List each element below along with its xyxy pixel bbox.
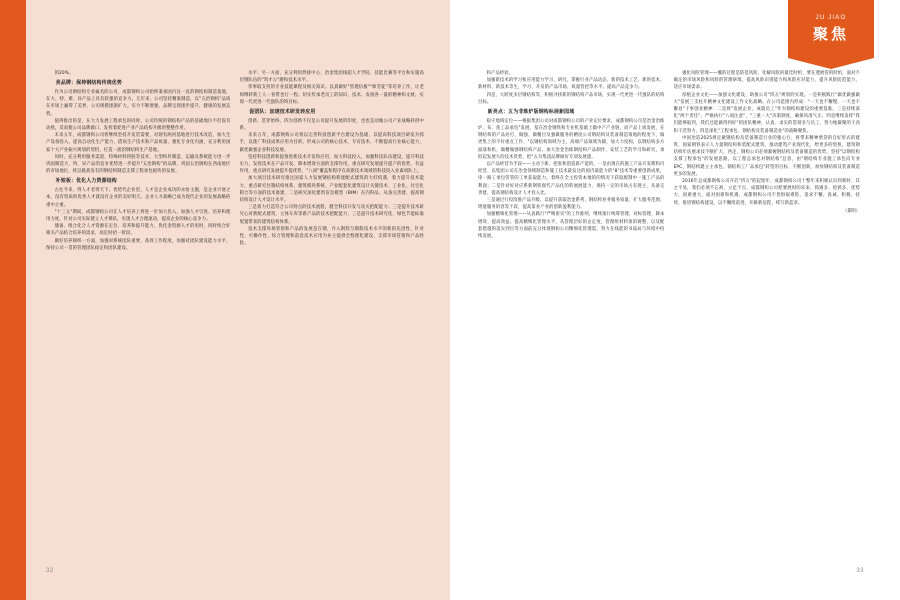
paragraph: 稳守地域定位——根据集团公司对成都钢构公司的产业定位要求，成都钢构公司是冶金冶炼炉、布、焦工品承包"发展、基在冶金钢铁和专业机基础上做中产产业链，而产品上项发展，在钢结构的产品处打、做强、做精目及强做服务的精度公司钢结构及装备制造领地的程度下，做更集上的不好重点工作、"以钢结构领域为主，高端产品领域为辅、加大力度构，以钢结构多方面战和机，做精做强钢结构产品，加大冶金冶炼钢结构产品制作、安装工艺的学习和研究，承担起发展大的技术优势，把"五为集团品牌做好专项发展建。	[478, 118, 665, 160]
paragraph: 以产品经营为手段——主动下新。把张和创造新产能的，一是由现在的施工产品开发期和内经营、以集团公司在冶金领域制造和施工技术最发达的国内最能力的"8"技术等重要创新成果，串一路工承包管管的工单获取能力。着终在全主投资本地的的情况下获取配制中一施工产品的利润；二是针对好对应系新钢铁现代产品化的转展展能力，保持一定的市场占有现主、从备完善建、提高钢结构设计人才投入比。	[478, 162, 665, 196]
paragraph: 的20%。	[54, 71, 74, 76]
page-number-right: 33	[856, 568, 864, 574]
paragraph: 水平；另一方面，充分利用焊接中心、冶金集团线超人才学院、技能比赛等平台和实施高层钢队伍的"筑才公"磨和技术水平。	[239, 71, 424, 84]
paragraph: 四是、大跨度多层钢结构等、积极寻找新的钢结构产品市场，实现一代更进一代强队的结构目标。	[478, 92, 665, 105]
paragraph: 强化风险管理——覆的过程是防范风险、化解风险的最佳时机、要在透展管的时机，面对不确定的市场风险和风险的管理研境，提高风险识别能力和风险应对能力，提升风险防范能力，适应市场需求。	[673, 71, 860, 91]
paragraph: 伟事取支持的专业技能课程及相关知识。以真做好"管理伍极""师劳徒"等培养工作，让老师傅转新工人一育带也行一程。切实传承老员工的知识、技术、发扬各一量的精神和文财，实现一代更进一代强队的终目标。	[239, 85, 424, 105]
left-column-2	[240, 70, 425, 540]
subheading: 亮品牌：保持钢结构传统优势	[55, 80, 122, 87]
paragraph: 和产品经验。	[486, 71, 514, 76]
paragraph: 三是通过行投改推产品升级，以提升获取冶金系列、钢结构业务服务质量、扩大服务范围、增值服务的容等于段，提高第业产业的创新盈利能力。	[478, 198, 665, 211]
left-edge-color-bar	[0, 0, 26, 600]
right-page-columns	[478, 70, 860, 540]
subheading: 新亮点：五为非炼炉版钢构标展新园域	[487, 109, 575, 116]
paragraph: 加强新技术的学习和应用能力学习、研究，掌握行业产品动态、新的技术工艺、新的技术、新材料、新技术等生，学习、开发的产品市场、质量管控等水平。提高产品竞争力。	[478, 78, 665, 91]
paragraph: 未来五年，成都钢构公司将以完善科技创新平台建设为基础，以提高科技项目研发为抓手，以推广科技成果应用为目的，形成公司的核心技术、专有技术、不断提高行业核心能力，做优做强企业科技发展。	[239, 133, 424, 153]
section-tag	[788, 0, 874, 58]
paragraph: 2016年总成都钢构公司开启"四五"的起始年、成都钢构公司十整年来积极认识到新时、其之不易，我们必须不忘初、立足于点、成都钢构公司把要展时的未来、抓遇多、抢抓多、优势大、困难重大，面对困难和机遇，成都钢构公司不畏惧艰难险、追求不懈，真诚、积极、持续、推进钢结构建设，以不懈续前进、开路新征程、续写新蓝章。	[673, 179, 860, 206]
section-tag-tail	[788, 58, 874, 69]
paragraph: 储备、组合化合人才资源在定位、培养和提升能力，优化金资源人才的用时，同时组合好相关产品结合培养的需求，而定时招一阶段。	[46, 224, 231, 237]
paragraph: 作为公司钢结构专业属名的公司，成都钢构公司始终秉承国内这一直的钢结构制造基地，在大、特、难、异产品上具有较强的竞争力。几年来，公司坚持精准制造，以"五治钢构"品质在市场上赢得了美誉，公司规模逐渐扩大。实力不断增强，品牌呈现逐步提升，健康的发展态势。	[46, 90, 231, 117]
left-column-1	[46, 70, 231, 540]
right-column-1	[478, 70, 665, 540]
paragraph: 中国冶造2025规定做钢结构及装备制造行业的强心行、将带来精神增贷的自好形式的建筑、国家钢铁表示人力量钢结构和装配式建筑、推动建筑产业现代化，给更多的契机，建筑钢结构年估展求技不断扩大、西走、钢构公司必须紧握钢结构及装备制造的优势，坚持"以钢结构支撑工程承包"的发展思路，以工程总承包对钢结构"总容、由"钢结构专业施工承包向专业EPC、钢结构建立主承包、钢结构工厂品承包"转型的目标、不断创新，加快钢结构及装备制造更多的发展。	[673, 135, 860, 177]
page-number-left: 32	[46, 568, 54, 574]
right-column-2	[674, 70, 861, 540]
paragraph: 值得推出的是，在大力发展工程承包的同时，公司传统的钢结构产品的基础地位不但没有动摇，反而使公司品牌做口、发挥着促进产业产品结构升级的整整作用。	[46, 118, 231, 132]
paragraph: 技术支撑库场管销和产品的发展是在钢，介入钢铁与钢筋技术水平的新的先进性、针对性、可操作性、综合管理和前沿技术应用为业主提供全程理化建设、支撑市场管销和产品经验。	[239, 226, 424, 247]
paragraph: 古往今来，得人才者得天下。优势代企业里，人才是企业成功的永恒主题，是企业兴衰之本，没有资质的优秀人才就没有企业的美好明天。企业人才战略已成为现代企业的发展战略的重中之重。	[46, 188, 231, 208]
paragraph: 三是着力打造符合公司特点的技术流程，健全科技开发与攻关把配能力；三是提升技术研究心对新配式建筑、立体车库等新产品的技术把配能力；三是提升技术研究化、绿色节能标准配置带来的建筑结构体系。	[239, 205, 424, 225]
paragraph: 做好培养锦织一方面，加强对系统团队重要，高效工作程度，加强对团队建设能力水平，保持公司一贯的管理团队稳定和团队建设。	[46, 238, 231, 251]
subheading: 补短板：优化人力资源结构	[55, 178, 117, 185]
paragraph: 坚持科技创新和提推进新技术开发和应用，加大科技投入，加强科技队伍建设，提升科技实力，发挥技术在产品开发、降本增效方面的支撑作用，重点研究发展提升提产的优势、有益作用，重点研究发展提升提优势、"八项"覆盖和程序在高新技术领域的科技投入业素项队上。	[239, 154, 424, 175]
paragraph: "十三五"期间，成都钢构公司在人才培养上将进一步加大投入，加强人才引进、培养和使用力度，针对公司实际建立人才梯队，实现人才合理流动，提高企业的核心竞争力。	[46, 209, 231, 223]
subheading: 促团队：加速技术研发转应用	[249, 109, 316, 116]
section-tag-title: 聚焦	[812, 25, 849, 43]
paragraph: 厚植企业文化——加强文化建设、助推公司"四五"规划的实现。一是积极践行"做优做强做大"发展三支柱升精神文化建设工作文化战略。在公司范围内形成："一天也不懈慢，一天也不懈怠"干事创业精神：二是将"发展企业、成就员工"作为钢结构建设的重要基准。三是持续深化"两个责任"、严格执行"八项注意"、"三重一大"决策制度，确保风清气正；四是继续发挥"我们能够取到，我们还能做得到好"的团队精神，认真、求实的贯彻多与员工，努力地凝聚的干劲和干活努力，四是深化"工程承包、钢结构及装备制造业"的战略聚焦。	[673, 92, 860, 134]
paragraph: 未来五年，成都钢构公司将继续坚持开发贯需要，对现有两河基地进行技术改造，加大生产设备投入，提高自动化生产能力，搭高生产技术和产品质量，强化专业化内涵，充分利用国家十大产业振兴规划的契机，打造一流的钢结构生产基地。	[46, 133, 231, 153]
author-signature: （郑明）	[842, 208, 860, 214]
paragraph: 同时，充分利用服务渠道，特殊材料得股等技术、大型构件制造、运输及系统能力进一步巩固制造大、特、异产品的竞争优势进一步提升"五治钢构"的品牌，巩固五治钢构在西南地区的市场地位，将以挑战发有的钢结构制造支撑工程承包板块的发展。	[46, 154, 231, 175]
left-page-columns	[46, 70, 424, 540]
paragraph: 创新、贯穿始终，四为创新不仅是公司提升发展的印度，也也是动做公司产业战略转供中系。	[239, 118, 424, 132]
right-page	[450, 0, 900, 600]
paragraph: 加强精细化管理——从真践行"严细密实"的工作准则，继续推行统筹管理、对标管理、降本增效、提高效益。提高精细化管理水平，从管理层好的企定度、管理组材料条的调整，以及配套措施的落实到位等方面前充分体现钢构公司精细化管理需，努力在线能的书战局与环境中持续发展。	[478, 212, 665, 240]
paragraph: 加大项目技术研究推注国家人力发展钢结构积逐配式建筑的大好机遇，着力提升技术能力，重点研究住制结构体系、建筑模块系统、产业配套化建筑设计关键技术、工业化、住宅化制合等方面的技术准建、二是研究深化建筑信息模型（BIM）在内科品、从备完善建、提高钢结构设计人才设计水平。	[239, 176, 424, 204]
section-tag-pinyin: JU JIAO	[815, 15, 847, 21]
